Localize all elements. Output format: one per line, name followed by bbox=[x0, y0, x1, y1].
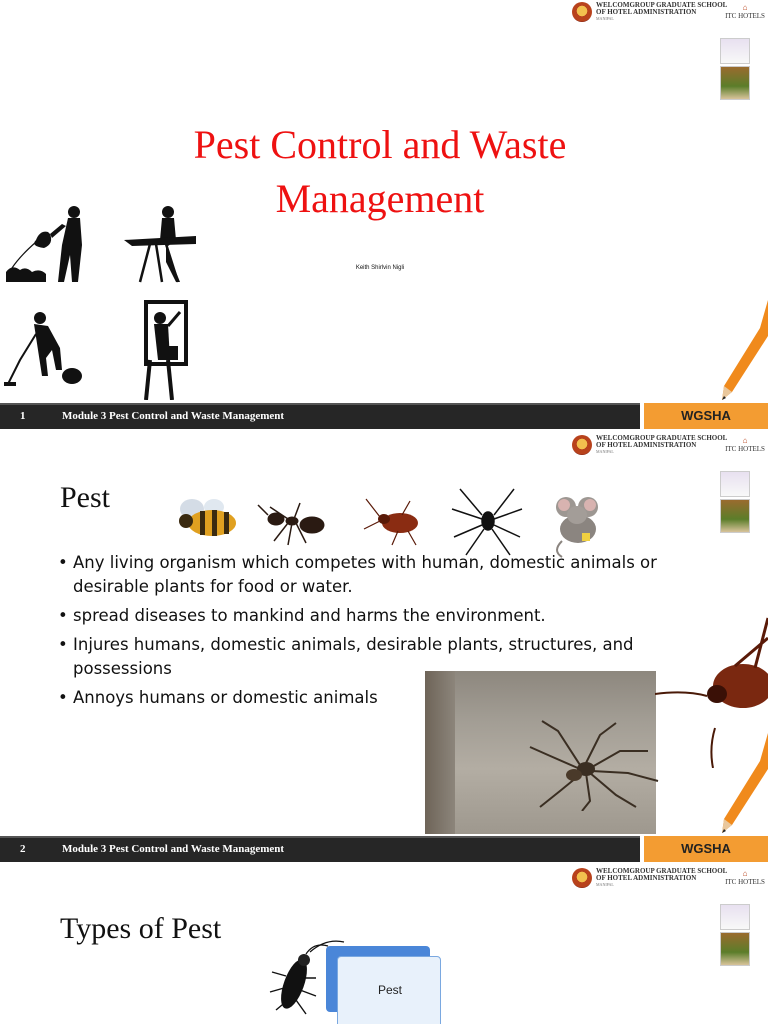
window-cleaner-silhouette-icon bbox=[146, 302, 186, 400]
school-name-line2: OF HOTEL ADMINISTRATION bbox=[596, 441, 697, 449]
header-logos bbox=[572, 0, 768, 26]
culinary-federation-badge-icon bbox=[720, 932, 750, 966]
school-name-line2: OF HOTEL ADMINISTRATION bbox=[596, 8, 697, 16]
school-location: MANIPAL bbox=[596, 16, 614, 21]
footer-brand-box bbox=[644, 403, 768, 429]
footer-brand-box bbox=[644, 836, 768, 862]
footer-brand: WGSHA bbox=[681, 841, 731, 856]
bee-icon bbox=[179, 499, 236, 536]
school-location: MANIPAL bbox=[596, 882, 614, 887]
housekeeping-silhouettes bbox=[0, 200, 200, 400]
school-name-line1: WELCOMGROUP GRADUATE SCHOOL bbox=[596, 867, 728, 875]
footer-brand: WGSHA bbox=[681, 408, 731, 423]
slide-number: 2 bbox=[20, 843, 26, 855]
slide-title: Pest bbox=[60, 481, 111, 514]
school-name bbox=[596, 2, 727, 16]
gardener-silhouette-icon bbox=[6, 206, 82, 282]
slide-number: 1 bbox=[20, 410, 26, 422]
spider-photo-icon bbox=[520, 711, 660, 811]
school-name bbox=[596, 435, 727, 449]
school-name bbox=[596, 868, 727, 882]
header-logos bbox=[572, 433, 768, 459]
culinary-federation-badge-icon bbox=[720, 66, 750, 100]
vacuuming-woman-silhouette-icon bbox=[4, 312, 82, 386]
itc-hotels-logo bbox=[724, 4, 766, 20]
pest-diagram-node bbox=[337, 956, 441, 1024]
itc-mark-icon: ⌂ bbox=[742, 436, 748, 445]
list-item: • Annoys humans or domestic animals bbox=[58, 686, 698, 710]
mouse-icon bbox=[556, 497, 598, 557]
accreditation-badge-icon bbox=[720, 904, 750, 930]
list-item: • Any living organism which competes with human, domestic animals or desirable plants for food or water. bbox=[58, 551, 698, 599]
author-name: Keith Shirlvin Nigli bbox=[355, 265, 405, 271]
slide-1 bbox=[0, 0, 768, 433]
slide-footer bbox=[0, 403, 768, 429]
pencil-icon bbox=[712, 733, 768, 833]
slide-title: Pest Control and Waste Management bbox=[193, 122, 567, 221]
itc-hotels-logo bbox=[724, 437, 766, 453]
school-name-line2: OF HOTEL ADMINISTRATION bbox=[596, 874, 697, 882]
footer-bar bbox=[0, 403, 640, 429]
list-item: • Injures humans, domestic animals, desirable plants, structures, and possessions bbox=[58, 633, 698, 681]
accreditation-badge-icon bbox=[720, 38, 750, 64]
school-name-line1: WELCOMGROUP GRADUATE SCHOOL bbox=[596, 1, 728, 9]
pencil-icon bbox=[712, 300, 768, 400]
school-crest-icon bbox=[572, 868, 592, 888]
school-name-line1: WELCOMGROUP GRADUATE SCHOOL bbox=[596, 434, 728, 442]
itc-mark-icon: ⌂ bbox=[742, 869, 748, 878]
itc-hotels-label: ITC HOTELS bbox=[725, 878, 765, 886]
itc-hotels-label: ITC HOTELS bbox=[725, 445, 765, 453]
spider-icon bbox=[452, 489, 522, 555]
ant-icon bbox=[258, 503, 324, 545]
accreditation-badge-icon bbox=[720, 471, 750, 497]
slide-3 bbox=[0, 866, 768, 1024]
spider-on-wall-photo bbox=[425, 671, 656, 834]
slide-footer bbox=[0, 836, 768, 862]
itc-mark-icon: ⌂ bbox=[742, 3, 748, 12]
school-crest-icon bbox=[572, 435, 592, 455]
slide-2 bbox=[0, 433, 768, 866]
footer-module-title: Module 3 Pest Control and Waste Management bbox=[62, 410, 285, 422]
slide-title: Types of Pest bbox=[60, 912, 222, 945]
itc-hotels-logo bbox=[724, 870, 766, 886]
pest-diagram-label: Pest bbox=[377, 983, 402, 997]
footer-bar bbox=[0, 836, 640, 862]
culinary-federation-badge-icon bbox=[720, 499, 750, 533]
school-location: MANIPAL bbox=[596, 449, 614, 454]
cockroach-icon bbox=[364, 499, 418, 545]
footer-module-title: Module 3 Pest Control and Waste Management bbox=[62, 843, 285, 855]
school-crest-icon bbox=[572, 2, 592, 22]
header-logos bbox=[572, 866, 768, 892]
itc-hotels-label: ITC HOTELS bbox=[725, 12, 765, 20]
list-item: • spread diseases to mankind and harms the environment. bbox=[58, 604, 698, 628]
pest-icons-row bbox=[170, 479, 610, 559]
